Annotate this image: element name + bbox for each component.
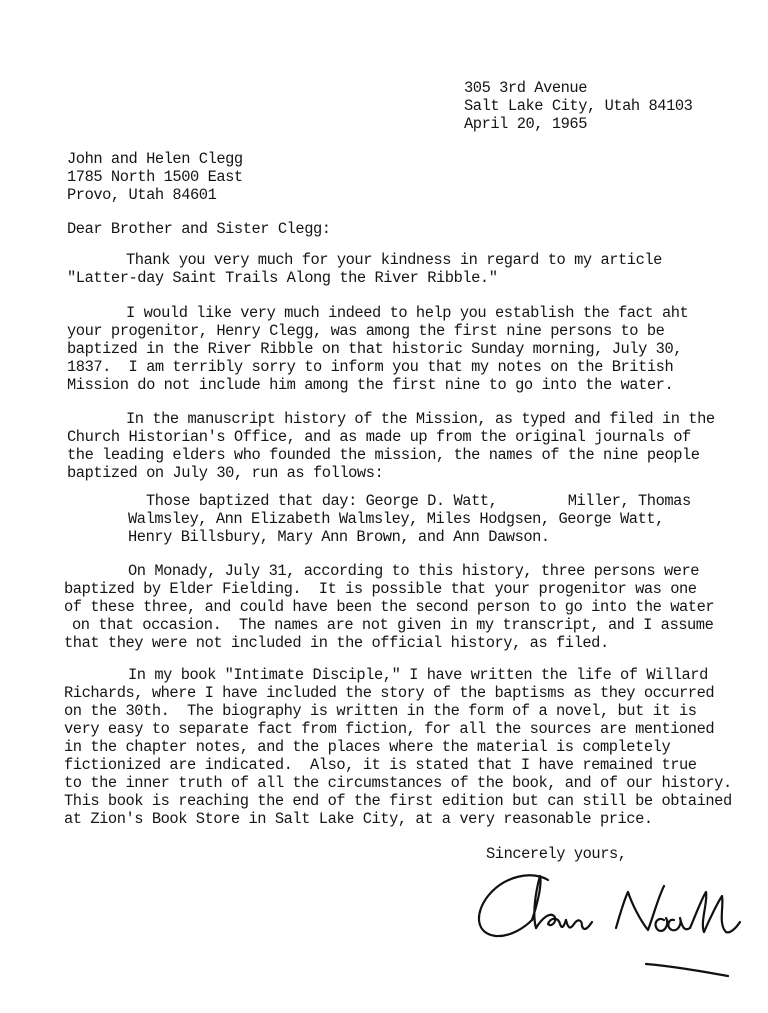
body-line: at Zion's Book Store in Salt Lake City, at a very reasonable price. <box>64 810 653 828</box>
recipient-name: John and Helen Clegg <box>67 150 243 168</box>
recipient-street: 1785 North 1500 East <box>67 168 243 186</box>
body-line: I would like very much indeed to help you establish the fact aht <box>126 304 689 322</box>
body-line: very easy to separate fact from fiction, for all the sources are mentioned <box>64 720 715 738</box>
body-line: on that occasion. The names are not given in my transcript, and I assume <box>72 616 714 634</box>
body-line: Church Historian's Office, and as made up from the original journals of <box>67 428 691 446</box>
body-line: Thank you very much for your kindness in regard to my article <box>126 251 662 269</box>
quote-line: Those baptized that day: George D. Watt, Miller, Thomas <box>146 492 691 510</box>
body-line: "Latter-day Saint Trails Along the River Ribble." <box>67 269 498 287</box>
body-line: fictionized are indicated. Also, it is stated that I have remained true <box>64 756 697 774</box>
body-line: In the manuscript history of the Mission, as typed and filed in the <box>126 410 715 428</box>
body-line: Richards, where I have included the story of the baptisms as they occurred <box>64 684 715 702</box>
body-line: on the 30th. The biography is written in the form of a novel, but it is <box>64 702 697 720</box>
recipient-city: Provo, Utah 84601 <box>67 186 217 204</box>
return-street: 305 3rd Avenue <box>464 79 588 97</box>
body-line: the leading elders who founded the mission, the names of the nine people <box>67 446 700 464</box>
signature-image <box>470 862 752 980</box>
body-line: On Monady, July 31, according to this history, three persons were <box>128 562 700 580</box>
body-line: This book is reaching the end of the first edition but can still be obtained <box>64 792 732 810</box>
salutation: Dear Brother and Sister Clegg: <box>67 220 331 238</box>
quote-line: Walmsley, Ann Elizabeth Walmsley, Miles Hodgsen, George Watt, <box>128 510 664 528</box>
letter-date: April 20, 1965 <box>464 115 588 133</box>
quote-line: Henry Billsbury, Mary Ann Brown, and Ann Dawson. <box>128 528 550 546</box>
return-city: Salt Lake City, Utah 84103 <box>464 97 693 115</box>
body-line: in the chapter notes, and the places where the material is completely <box>64 738 671 756</box>
body-line: baptized on July 30, run as follows: <box>67 464 384 482</box>
body-line: baptized by Elder Fielding. It is possible that your progenitor was one <box>64 580 697 598</box>
body-line: to the inner truth of all the circumstances of the book, and of our history. <box>64 774 732 792</box>
body-line: Mission do not include him among the first nine to go into the water. <box>67 376 674 394</box>
body-line: In my book "Intimate Disciple," I have written the life of Willard <box>128 666 708 684</box>
body-line: of these three, and could have been the second person to go into the water <box>64 598 715 616</box>
body-line: baptized in the River Ribble on that historic Sunday morning, July 30, <box>67 340 683 358</box>
closing: Sincerely yours, <box>486 845 627 863</box>
body-line: that they were not included in the official history, as filed. <box>64 634 609 652</box>
body-line: 1837. I am terribly sorry to inform you that my notes on the British <box>67 358 674 376</box>
body-line: your progenitor, Henry Clegg, was among the first nine persons to be <box>67 322 665 340</box>
